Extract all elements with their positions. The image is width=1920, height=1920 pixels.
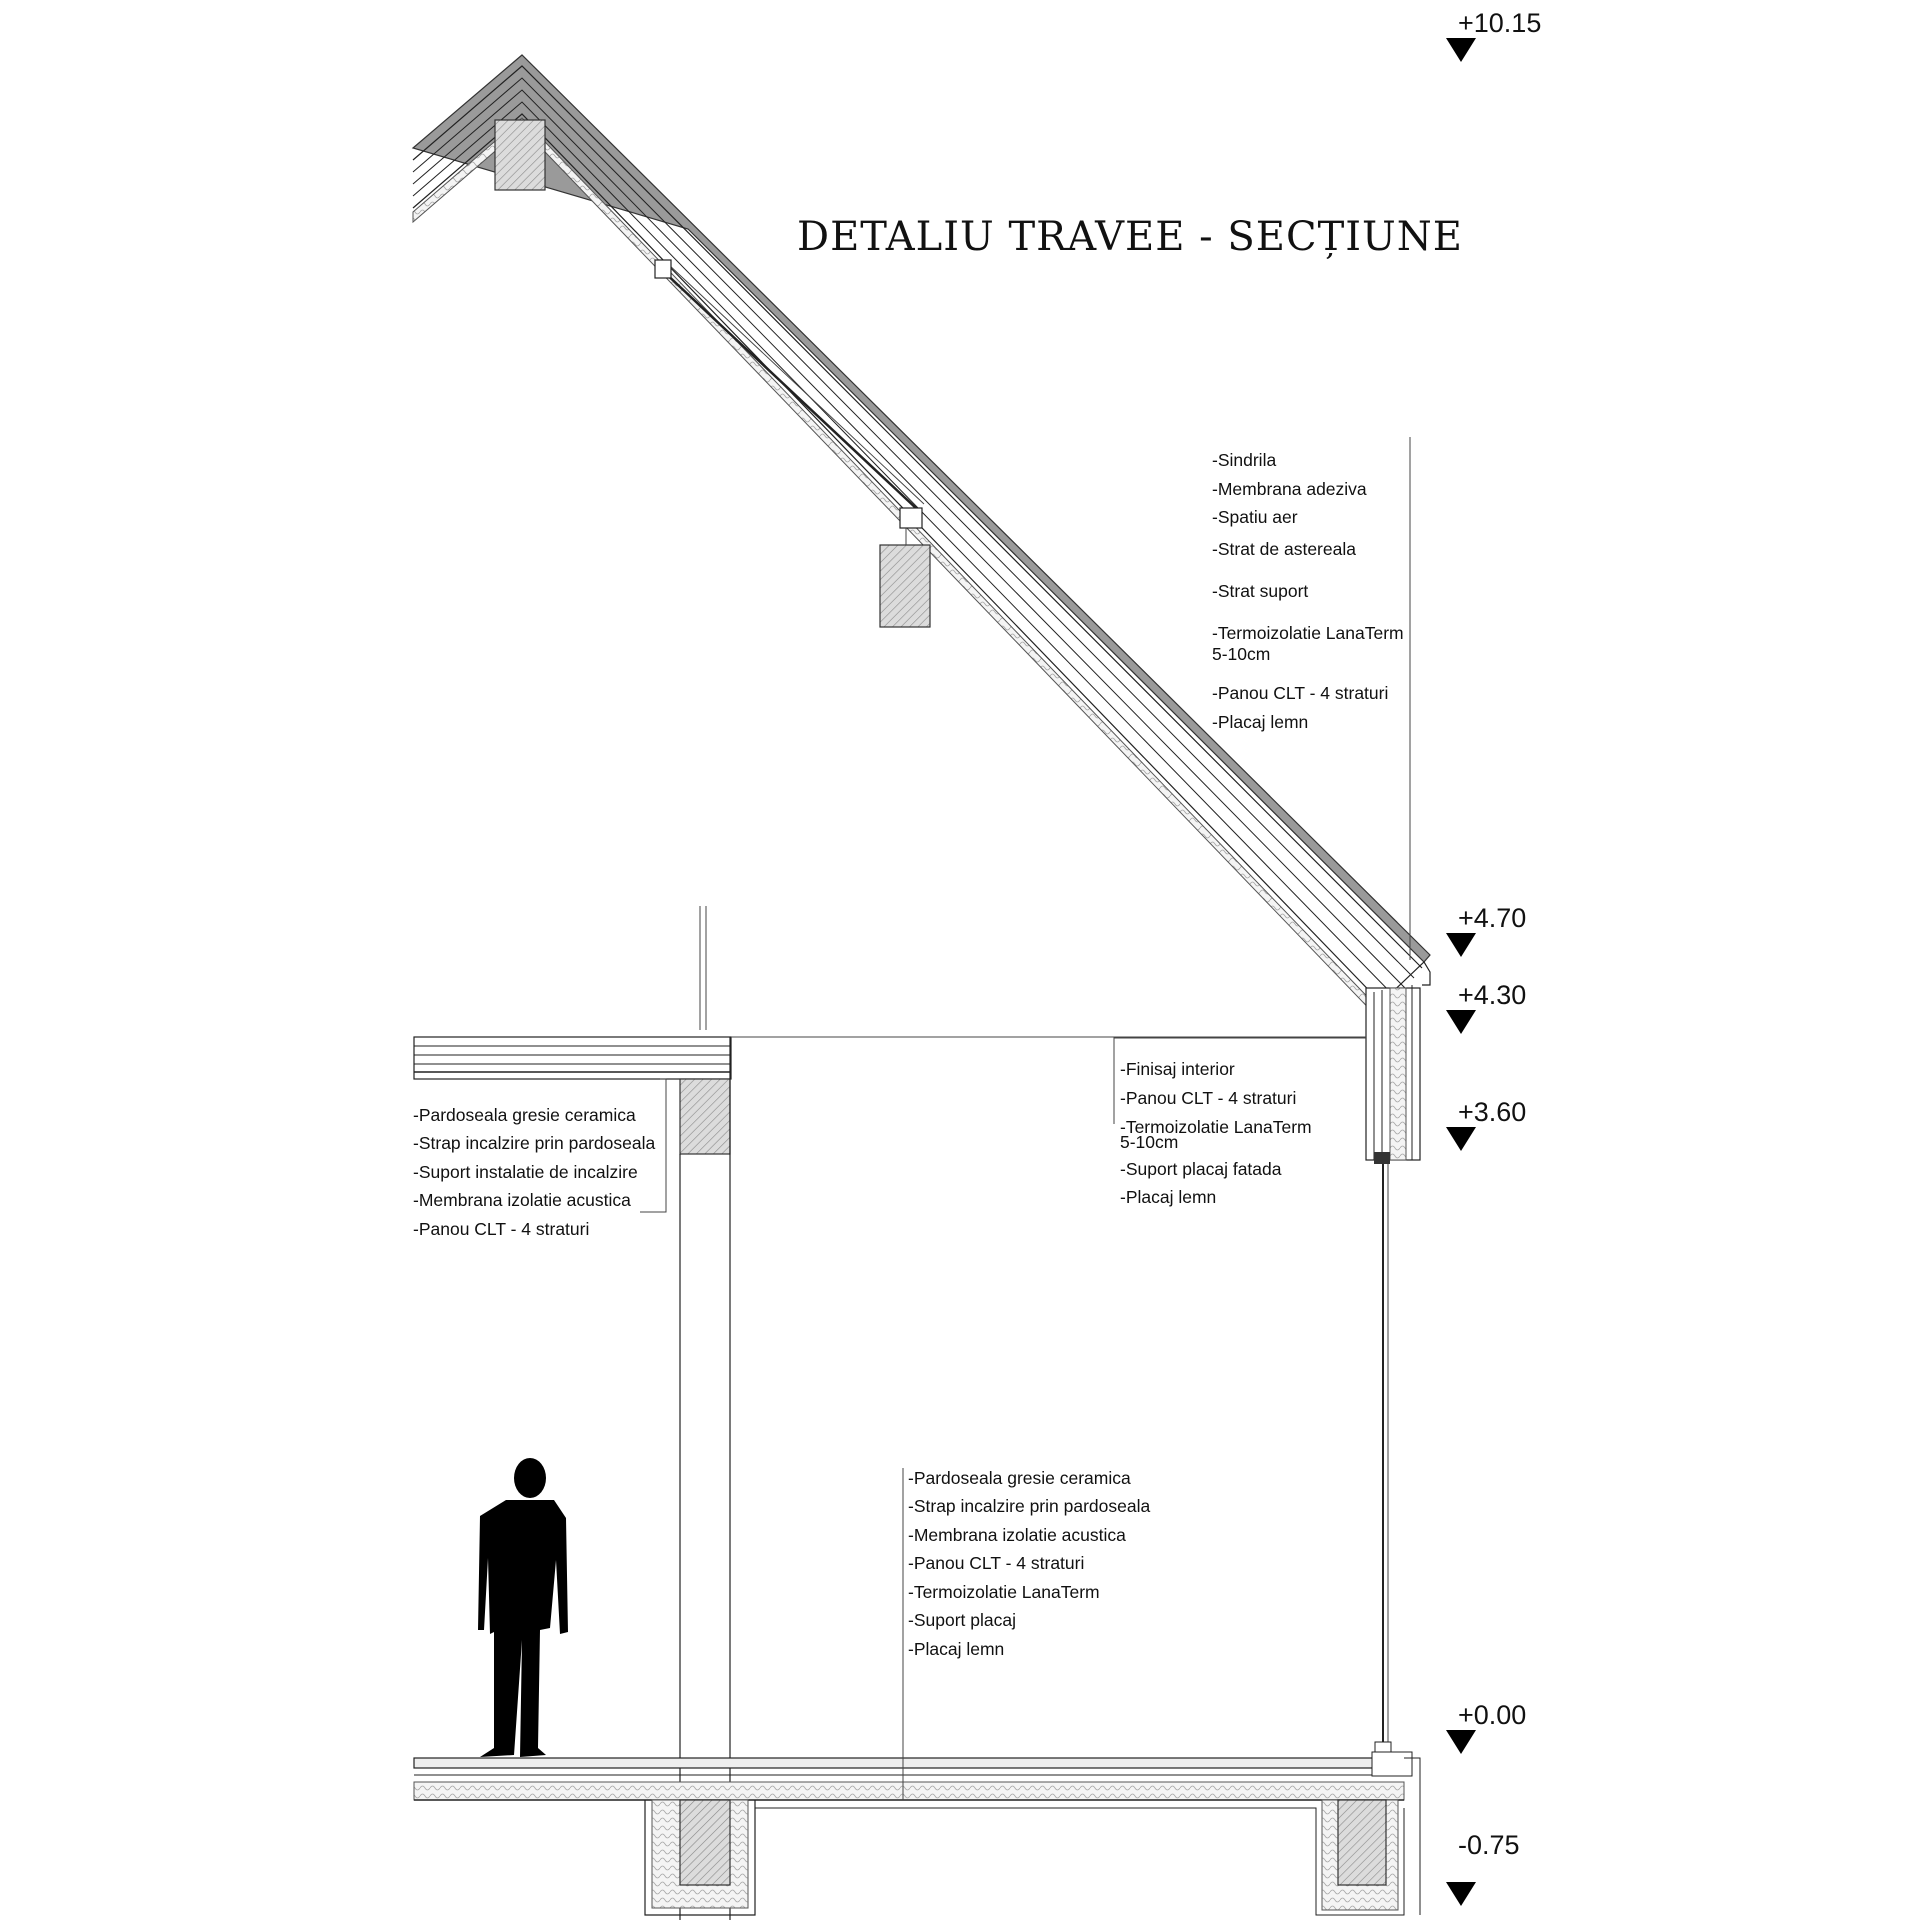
level-label: +3.60 bbox=[1458, 1097, 1527, 1127]
roof-layer-note: -Placaj lemn bbox=[1212, 712, 1309, 732]
level-label: +4.30 bbox=[1458, 980, 1527, 1010]
level-marker bbox=[1446, 1830, 1520, 1906]
upper-floor-layer-note: -Panou CLT - 4 straturi bbox=[413, 1219, 590, 1239]
level-triangle-icon bbox=[1446, 1127, 1476, 1151]
roof-layer-note: -Sindrila bbox=[1212, 450, 1277, 470]
exterior-wall-assembly bbox=[1366, 985, 1420, 1754]
roof-layer-note: -Termoizolatie LanaTerm bbox=[1212, 623, 1404, 643]
ground-floor-layer-note: -Strap incalzire prin pardoseala bbox=[908, 1496, 1151, 1516]
level-label: +0.00 bbox=[1458, 1700, 1527, 1730]
wall-layer-note: 5-10cm bbox=[1120, 1132, 1179, 1152]
ground-floor-layer-note: -Membrana izolatie acustica bbox=[908, 1525, 1126, 1545]
ground-floor-layer-note: -Suport placaj bbox=[908, 1610, 1016, 1630]
roof-layer-note: -Spatiu aer bbox=[1212, 507, 1298, 527]
level-triangle-icon bbox=[1446, 1882, 1476, 1906]
upper-floor-layer-note: -Strap incalzire prin pardoseala bbox=[413, 1133, 656, 1153]
ground-floor-layer-note: -Panou CLT - 4 straturi bbox=[908, 1553, 1085, 1573]
upper-floor-layer-note: -Membrana izolatie acustica bbox=[413, 1190, 631, 1210]
level-label: +4.70 bbox=[1458, 903, 1527, 933]
drawing-title: DETALIU TRAVEE - SECȚIUNE bbox=[797, 214, 1463, 260]
level-triangle-icon bbox=[1446, 38, 1476, 62]
level-marker bbox=[1446, 903, 1526, 957]
level-triangle-icon bbox=[1446, 933, 1476, 957]
ground-floor-layers-list bbox=[908, 1468, 1150, 1659]
foundation-beam-right bbox=[1338, 1800, 1386, 1885]
purlin-beam bbox=[880, 545, 930, 627]
roof-skylight-glass bbox=[662, 270, 918, 510]
level-marker bbox=[1446, 980, 1526, 1034]
human-scale-figure bbox=[478, 1458, 568, 1757]
level-label: -0.75 bbox=[1458, 1830, 1520, 1860]
level-marker bbox=[1446, 8, 1541, 62]
level-triangle-icon bbox=[1446, 1730, 1476, 1754]
level-triangle-icon bbox=[1446, 1010, 1476, 1034]
foundation-beam-left bbox=[680, 1800, 730, 1885]
ground-floor-layer-note: -Placaj lemn bbox=[908, 1639, 1005, 1659]
roof-layer-note: -Panou CLT - 4 straturi bbox=[1212, 683, 1389, 703]
roof-layer-note: -Strat de astereala bbox=[1212, 539, 1356, 559]
ridge-beam bbox=[495, 120, 545, 190]
roof-layer-note: 5-10cm bbox=[1212, 644, 1271, 664]
level-marker bbox=[1446, 1097, 1526, 1151]
wall-layer-note: -Suport placaj fatada bbox=[1120, 1159, 1282, 1179]
level-marker bbox=[1446, 1700, 1526, 1754]
wall-layer-note: -Panou CLT - 4 straturi bbox=[1120, 1088, 1297, 1108]
ground-floor-layer-note: -Pardoseala gresie ceramica bbox=[908, 1468, 1131, 1488]
upper-floor-layer-note: -Suport instalatie de incalzire bbox=[413, 1162, 638, 1182]
wall-layer-note: -Termoizolatie LanaTerm bbox=[1120, 1117, 1312, 1137]
level-label: +10.15 bbox=[1458, 8, 1542, 38]
wall-layers-list bbox=[1120, 1059, 1312, 1207]
floor-beam bbox=[680, 1079, 730, 1154]
roof-layers-list bbox=[1212, 450, 1404, 732]
ground-floor-layer-note: -Termoizolatie LanaTerm bbox=[908, 1582, 1100, 1602]
wall-notes-leader bbox=[1114, 1038, 1366, 1124]
roof-layer-note: -Membrana adeziva bbox=[1212, 479, 1367, 499]
roof-layer-note: -Strat suport bbox=[1212, 581, 1309, 601]
wall-layer-note: -Finisaj interior bbox=[1120, 1059, 1235, 1079]
upper-floor-layers-list bbox=[413, 1105, 655, 1239]
wall-layer-note: -Placaj lemn bbox=[1120, 1187, 1217, 1207]
upper-floor-layer-note: -Pardoseala gresie ceramica bbox=[413, 1105, 636, 1125]
ground-floor-assembly bbox=[414, 1752, 1420, 1915]
